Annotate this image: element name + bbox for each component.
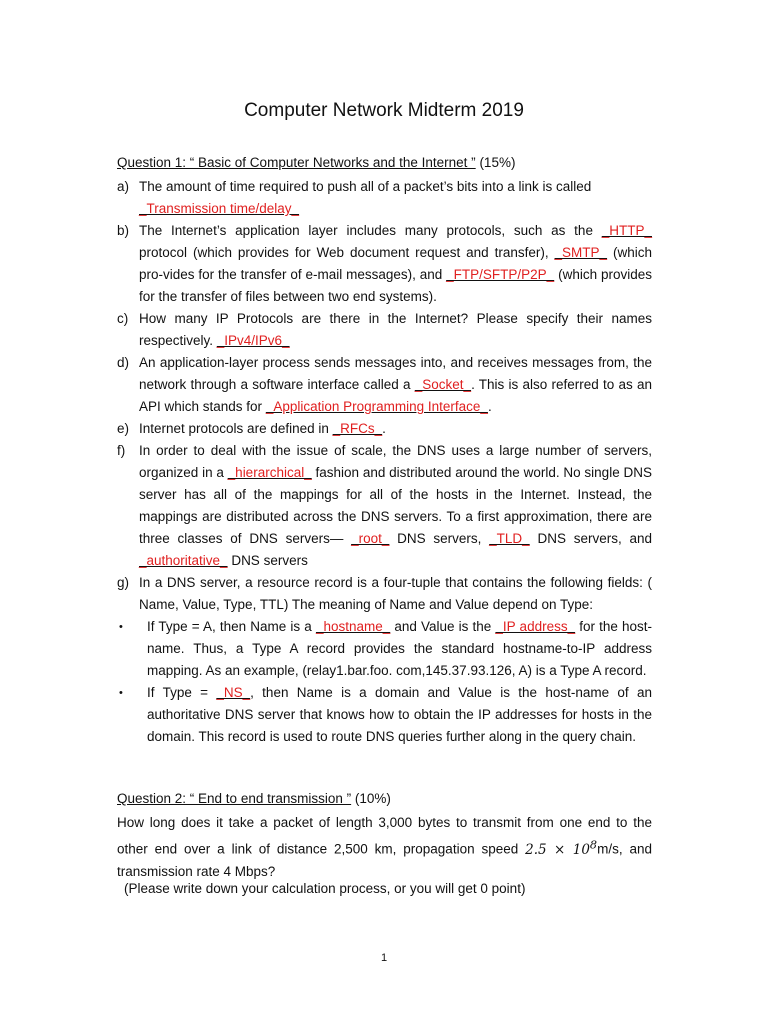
item-text: (which provides for the transfer of files between two end systems). xyxy=(139,267,652,304)
bullet-type-a xyxy=(119,616,652,682)
item-text: and Value is the xyxy=(390,619,496,634)
item-text: m/s, and transmission rate 4 Mbps? xyxy=(117,841,652,879)
item-text: If Type = A, then Name is a xyxy=(147,619,316,634)
item-label: e) xyxy=(117,421,130,436)
page-title: Computer Network Midterm 2019 xyxy=(244,100,524,121)
item-text: If Type = xyxy=(147,685,217,700)
question-1a xyxy=(117,176,652,220)
answer-http: _HTTP_ xyxy=(601,223,652,238)
item-text: protocol (which provides for Web document request and transfer), xyxy=(139,245,555,260)
answer-transmission-delay: _Transmission time/delay_ xyxy=(139,201,300,216)
math-exponent: 8 xyxy=(589,838,598,851)
question-2-note: (Please write down your calculation process, or you will get 0 point) xyxy=(124,881,526,896)
answer-root: _root_ xyxy=(351,531,390,546)
math-base: 2.5 × 10 xyxy=(525,841,590,858)
item-text: , then Name is a domain and Value is the host-name of an authoritative DNS server that knows how to obtain the IP addresses for hosts in the domain. This record is used to route DNS queries further along in the query chain. xyxy=(147,685,653,744)
bullet-icon: • xyxy=(119,621,123,633)
item-text: The amount of time required to push all of a packet’s bits into a link is called xyxy=(139,179,592,194)
item-text: . This is also referred to as an API which stands for xyxy=(139,377,652,414)
item-label: a) xyxy=(117,179,130,194)
question-1-points: (15%) xyxy=(479,155,516,170)
item-text: DNS servers, and xyxy=(529,531,652,546)
answer-hierarchical: _hierarchical_ xyxy=(227,465,312,480)
item-label: d) xyxy=(117,355,130,370)
answer-ns: _NS_ xyxy=(216,685,251,700)
item-text: The Internet’s application layer includes many protocols, such as the xyxy=(139,223,602,238)
answer-socket: _Socket_ xyxy=(414,377,472,392)
item-text: In a DNS server, a resource record is a four-tuple that contains the following fields: ( Name, Value, Type, TTL) The meaning of Name and Value depend on Type: xyxy=(139,575,652,612)
question-2-body xyxy=(117,812,652,883)
item-text: DNS servers, xyxy=(389,531,490,546)
answer-hostname: _hostname_ xyxy=(315,619,391,634)
answer-tld: _TLD_ xyxy=(489,531,530,546)
item-text: . xyxy=(487,399,492,414)
bullet-icon: • xyxy=(119,687,123,699)
question-2-points: (10%) xyxy=(354,791,391,806)
question-1-heading xyxy=(117,155,515,170)
question-1d xyxy=(117,352,652,418)
item-text: for the host-name. Thus, a Type A record provides the standard hostname-to-IP address mapping. As an example, (relay1.bar.foo. com,145.37.93.126, A) is a Type A record. xyxy=(147,619,653,678)
answer-ipv4-ipv6: _IPv4/IPv6_ xyxy=(216,333,290,348)
item-label: f) xyxy=(117,443,126,458)
item-text: Internet protocols are defined in xyxy=(139,421,333,436)
answer-ip-address: _IP address_ xyxy=(495,619,576,634)
item-text: How long does it take a packet of length 3,000 bytes to transmit from one end to the other end over a link of distance 2,500 km, propagation speed xyxy=(117,815,652,857)
item-label: b) xyxy=(117,223,130,238)
item-text: fashion and distributed around the world. No single DNS server has all of the mappings for all of the hosts in the Internet. Instead, the mappings are distributed across the DNS servers. To a first approximation, there are three classes of DNS servers— xyxy=(139,465,652,546)
question-1e xyxy=(117,418,652,440)
item-text: . xyxy=(382,421,386,436)
item-text: (which pro-vides for the transfer of e-mail messages), and xyxy=(139,245,652,282)
question-1g xyxy=(117,572,652,616)
item-text: In order to deal with the issue of scale, the DNS uses a large number of servers, organized in a xyxy=(139,443,652,480)
item-text: An application-layer process sends messages into, and receives messages from, the network through a software interface called a xyxy=(139,355,652,392)
bullet-type-ns xyxy=(119,682,652,748)
answer-authoritative: _authoritative_ xyxy=(139,553,228,568)
item-label: c) xyxy=(117,311,129,326)
question-2-title: Question 2: “ End to end transmission ” xyxy=(117,791,352,806)
page-number: 1 xyxy=(380,952,388,964)
question-1-title: Question 1: “ Basic of Computer Networks and the Internet ” xyxy=(117,155,476,170)
answer-smtp: _SMTP_ xyxy=(554,245,608,260)
item-text: How many IP Protocols are there in the Internet? Please specify their names respectively. xyxy=(139,311,652,348)
propagation-speed-math xyxy=(525,838,598,858)
answer-rfcs: _RFCs_ xyxy=(332,421,383,436)
question-1f xyxy=(117,440,652,572)
question-1c xyxy=(117,308,652,352)
question-2-heading xyxy=(117,791,391,806)
question-1b xyxy=(117,220,652,308)
answer-ftp: _FTP/SFTP/P2P_ xyxy=(446,267,555,282)
item-text: DNS servers xyxy=(227,553,308,568)
item-label: g) xyxy=(117,575,130,590)
answer-api: _Application Programming Interface_ xyxy=(265,399,488,414)
